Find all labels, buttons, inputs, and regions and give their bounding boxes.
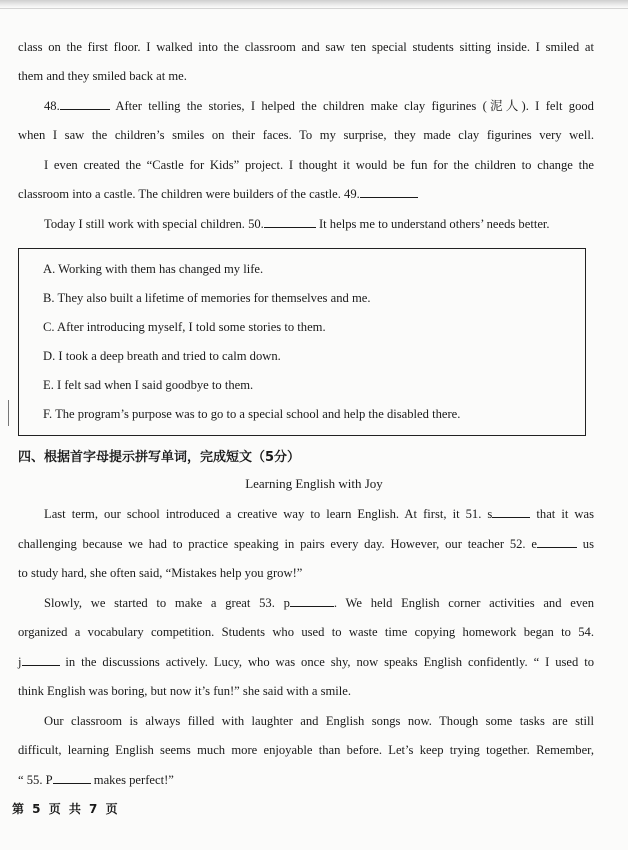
passage-line: think English was boring, but now it’s fun!” she said with a smile. bbox=[18, 684, 352, 698]
answer-blank-49[interactable] bbox=[360, 186, 418, 198]
option-d: D. I took a deep breath and tried to calm down. bbox=[43, 349, 281, 363]
answer-blank-51[interactable] bbox=[492, 506, 530, 518]
option-c: C. After introducing myself, I told some stories to them. bbox=[43, 320, 326, 334]
passage-text: makes perfect!” bbox=[93, 773, 174, 787]
answer-blank-50[interactable] bbox=[264, 216, 316, 228]
passage-text: us bbox=[582, 537, 594, 551]
passage-line: them and they smiled back at me. bbox=[18, 69, 187, 83]
page-top-edge bbox=[0, 0, 628, 9]
answer-blank-52[interactable] bbox=[537, 536, 577, 548]
passage-text: “ 55. P bbox=[18, 773, 53, 787]
passage-line-q55 bbox=[18, 772, 594, 788]
passage-text: that it was bbox=[536, 507, 594, 521]
passage-line: organized a vocabulary competition. Students who used to waste time copying homework began to 54. bbox=[18, 625, 594, 639]
passage-text: Slowly, we started to make a great 53. p bbox=[44, 596, 290, 610]
passage-text: in the discussions actively. Lucy, who was once shy, now speaks English confidently. “ I used to bbox=[65, 655, 594, 669]
passage-line-q54 bbox=[18, 654, 594, 670]
page-number-footer: 第 5 页 共 7 页 bbox=[12, 802, 120, 816]
passage-text: j bbox=[18, 655, 22, 669]
option-b: B. They also built a lifetime of memories for themselves and me. bbox=[43, 291, 371, 305]
passage-line-q50 bbox=[44, 216, 594, 232]
passage-line: to study hard, she often said, “Mistakes help you grow!” bbox=[18, 566, 303, 580]
question-number-48: 48. bbox=[44, 99, 60, 113]
gutter-mark bbox=[8, 400, 9, 426]
passage-title: Learning English with Joy bbox=[245, 476, 383, 491]
passage-line: when I saw the children’s smiles on their faces. To my surprise, they made clay figurines very well. bbox=[18, 128, 594, 142]
passage-text: After telling the stories, I helped the children make clay figurines (泥人). I felt good bbox=[115, 99, 594, 113]
passage-line-q53 bbox=[44, 595, 594, 611]
option-e: E. I felt sad when I said goodbye to them. bbox=[43, 378, 254, 392]
answer-blank-53[interactable] bbox=[290, 595, 334, 607]
passage-text: challenging because we had to practice speaking in pairs every day. However, our teacher 52. e bbox=[18, 537, 537, 551]
passage-text: classroom into a castle. The children were builders of the castle. 49. bbox=[18, 187, 360, 201]
passage-line-q49 bbox=[18, 186, 594, 202]
option-a: A. Working with them has changed my life. bbox=[43, 262, 264, 276]
passage-text: It helps me to understand others’ needs better. bbox=[318, 217, 550, 231]
passage-text: Today I still work with special children. 50. bbox=[44, 217, 264, 231]
answer-blank-54[interactable] bbox=[22, 654, 60, 666]
passage-line: I even created the “Castle for Kids” project. I thought it would be fun for the children to change the bbox=[44, 158, 594, 172]
passage-line: Our classroom is always filled with laughter and English songs now. Though some tasks are still bbox=[44, 714, 594, 728]
passage-line-q52 bbox=[18, 536, 594, 552]
passage-line: difficult, learning English seems much more enjoyable than before. Let’s keep trying together. Remember, bbox=[18, 743, 594, 757]
answer-blank-55[interactable] bbox=[53, 772, 91, 784]
passage-text: Last term, our school introduced a creative way to learn English. At first, it 51. s bbox=[44, 507, 493, 521]
passage-line-q51 bbox=[44, 506, 594, 522]
options-box bbox=[18, 248, 586, 436]
passage-line: class on the first floor. I walked into the classroom and saw ten special students sitting inside. I smiled at bbox=[18, 40, 594, 54]
passage-line-q48 bbox=[44, 98, 594, 114]
passage-text: . We held English corner activities and even bbox=[333, 596, 595, 610]
answer-blank-48[interactable] bbox=[60, 98, 110, 110]
option-f: F. The program’s purpose was to go to a special school and help the disabled there. bbox=[43, 407, 461, 421]
section-heading: 四、根据首字母提示拼写单词，完成短文（5分） bbox=[18, 450, 301, 465]
